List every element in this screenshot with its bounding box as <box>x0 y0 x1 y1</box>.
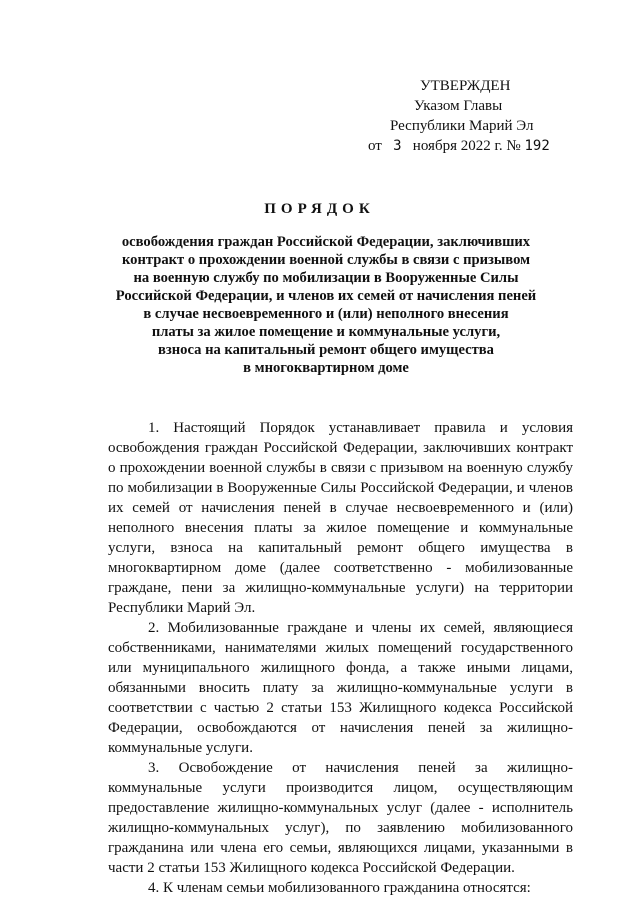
paragraph-4: 4. К членам семьи мобилизованного гражданина относятся: <box>148 880 531 896</box>
paragraph-3: 3. Освобождение от начисления пеней за жилищно-коммунальные услуги производится лицом, осуществляющим предоставление жилищно-коммунальных услуг (далее - исполнитель жилищно-коммунальных услуг), по заявлению мобилизованного гражданина или члена его семьи, являющихся лицами, указанными в части 2 статьи 153 Жилищного кодекса Российской Федерации. <box>108 760 573 876</box>
approval-stamp <box>368 76 608 156</box>
subtitle-line: взноса на капитальный ремонт общего имущества <box>158 342 494 358</box>
approval-republic: Республики Марий Эл <box>390 118 534 134</box>
subtitle-line: освобождения граждан Российской Федерации, заключивших <box>121 234 531 250</box>
approval-date-line <box>368 136 608 156</box>
subtitle-line: Российской Федерации, и членов их семей от начисления пеней <box>115 288 537 304</box>
document-title: ПОРЯДОК <box>264 201 375 217</box>
date-day: 3 <box>393 138 402 154</box>
document-subtitle <box>110 233 542 377</box>
subtitle-line: в многоквартирном доме <box>243 360 409 376</box>
document-body <box>108 418 573 898</box>
approval-decree: Указом Главы <box>414 98 503 114</box>
paragraph-1: 1. Настоящий Порядок устанавливает правила и условия освобождения граждан Российской Федерации, заключивших контракт о прохождении военной службы в связи с призывом на военную службу по мобилизации в Вооруженные Силы Российской Федерации, и членов их семей от начисления пеней в случае несвоевременного и (или) неполного внесения платы за жилое помещение и коммунальные услуги, взноса на капитальный ремонт общего имущества в многоквартирном доме (далее соответственно - мобилизованные граждане, пени за жилищно-коммунальные услуги) на территории Республики Марий Эл. <box>108 420 573 616</box>
subtitle-line: на военную службу по мобилизации в Вооруженные Силы <box>133 270 519 286</box>
subtitle-line: в случае несвоевременного и (или) неполного внесения <box>143 306 509 322</box>
decree-number: 192 <box>524 138 550 154</box>
date-prefix: от <box>368 138 382 154</box>
approval-heading: УТВЕРЖДЕН <box>420 78 511 94</box>
paragraph-2: 2. Мобилизованные граждане и члены их семей, являющиеся собственниками, нанимателями жилых помещений государственного или муниципального жилищного фонда, а также иными лицами, обязанными вносить плату за жилищно-коммунальные услуги в соответствии с частью 2 статьи 153 Жилищного кодекса Российской Федерации, освобождаются от начисления пеней за жилищно-коммунальные услуги. <box>108 620 573 756</box>
date-rest: ноября 2022 г. № <box>412 138 521 154</box>
subtitle-line: платы за жилое помещение и коммунальные услуги, <box>151 324 501 340</box>
subtitle-line: контракт о прохождении военной службы в связи с призывом <box>121 252 531 268</box>
